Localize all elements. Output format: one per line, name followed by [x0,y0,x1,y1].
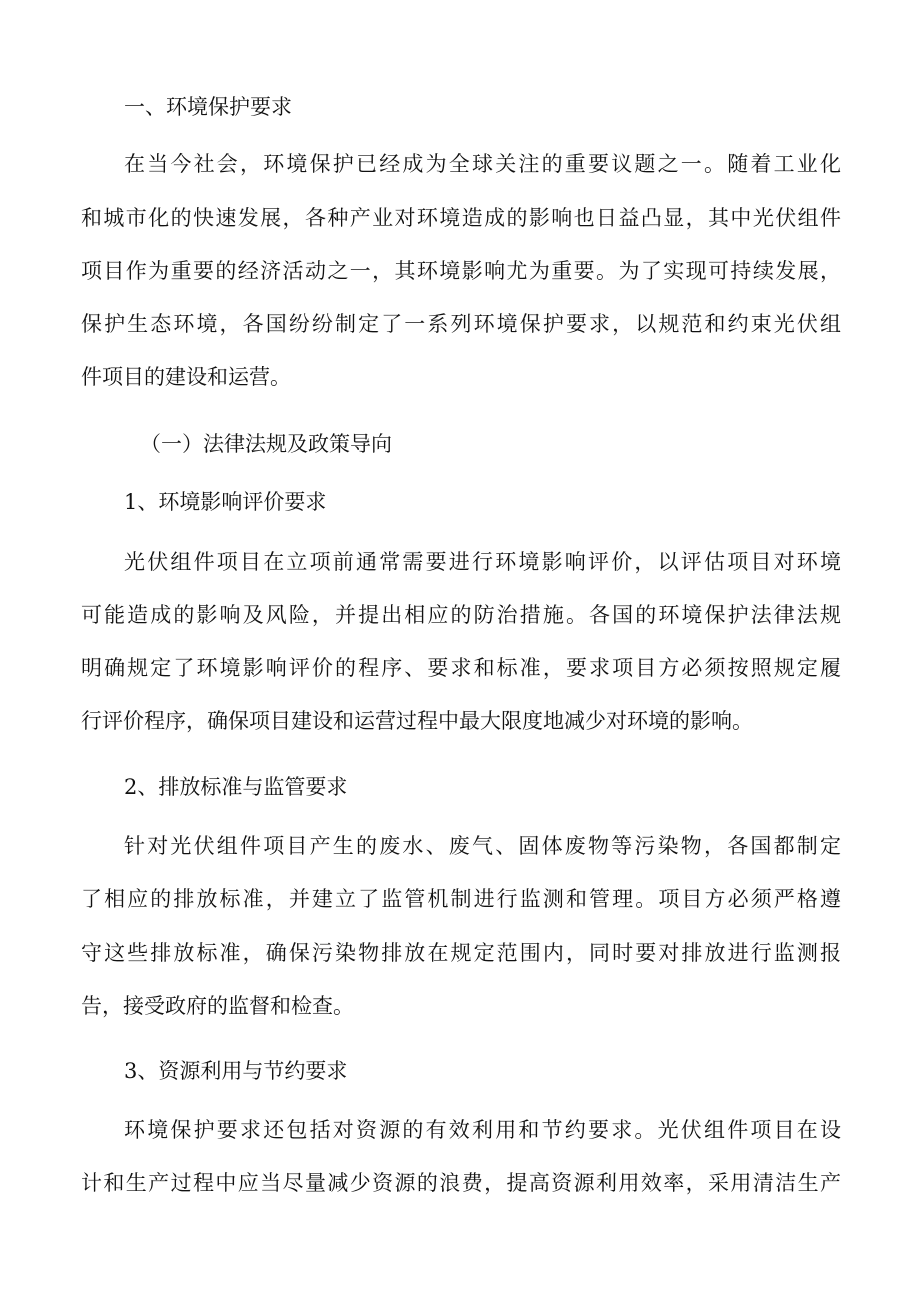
paragraph-line: 环境保护要求还包括对资源的有效利用和节约要求。光伏组件项目在设 [124,1118,841,1142]
paragraph-line: 守这些排放标准，确保污染物排放在规定范围内，同时要对排放进行监测报 [81,941,841,965]
paragraph-line: 在当今社会，环境保护已经成为全球关注的重要议题之一。随着工业化 [124,152,841,176]
paragraph-line: 针对光伏组件项目产生的废水、废气、固体废物等污染物，各国都制定 [124,834,841,858]
item-heading: 2、排放标准与监管要求 [124,775,348,799]
paragraph-line: 和城市化的快速发展，各种产业对环境造成的影响也日益凸显，其中光伏组件 [81,206,841,230]
item-heading: 3、资源利用与节约要求 [124,1059,348,1083]
paragraph-line: 计和生产过程中应当尽量减少资源的浪费，提高资源利用效率，采用清洁生产 [81,1171,841,1195]
paragraph-line: 告，接受政府的监督和检查。 [81,994,354,1018]
paragraph-line: 行评价程序，确保项目建设和运营过程中最大限度地减少对环境的影响。 [81,709,753,733]
paragraph-line: 保护生态环境，各国纷纷制定了一系列环境保护要求，以规范和约束光伏组 [81,312,841,336]
paragraph-line: 可能造成的影响及风险，并提出相应的防治措施。各国的环境保护法律法规 [81,603,841,627]
paragraph-line: 件项目的建设和运营。 [81,365,291,389]
section-heading: 一、环境保护要求 [124,95,292,119]
paragraph-line: 明确规定了环境影响评价的程序、要求和标准，要求项目方必须按照规定履 [81,656,841,680]
item-heading: 1、环境影响评价要求 [124,490,327,514]
subsection-heading: （一）法律法规及政策导向 [140,432,392,456]
paragraph-line: 项目作为重要的经济活动之一，其环境影响尤为重要。为了实现可持续发展， [81,259,841,283]
paragraph-line: 了相应的排放标准，并建立了监管机制进行监测和管理。项目方必须严格遵 [81,887,841,911]
paragraph-line: 光伏组件项目在立项前通常需要进行环境影响评价，以评估项目对环境 [124,550,841,574]
